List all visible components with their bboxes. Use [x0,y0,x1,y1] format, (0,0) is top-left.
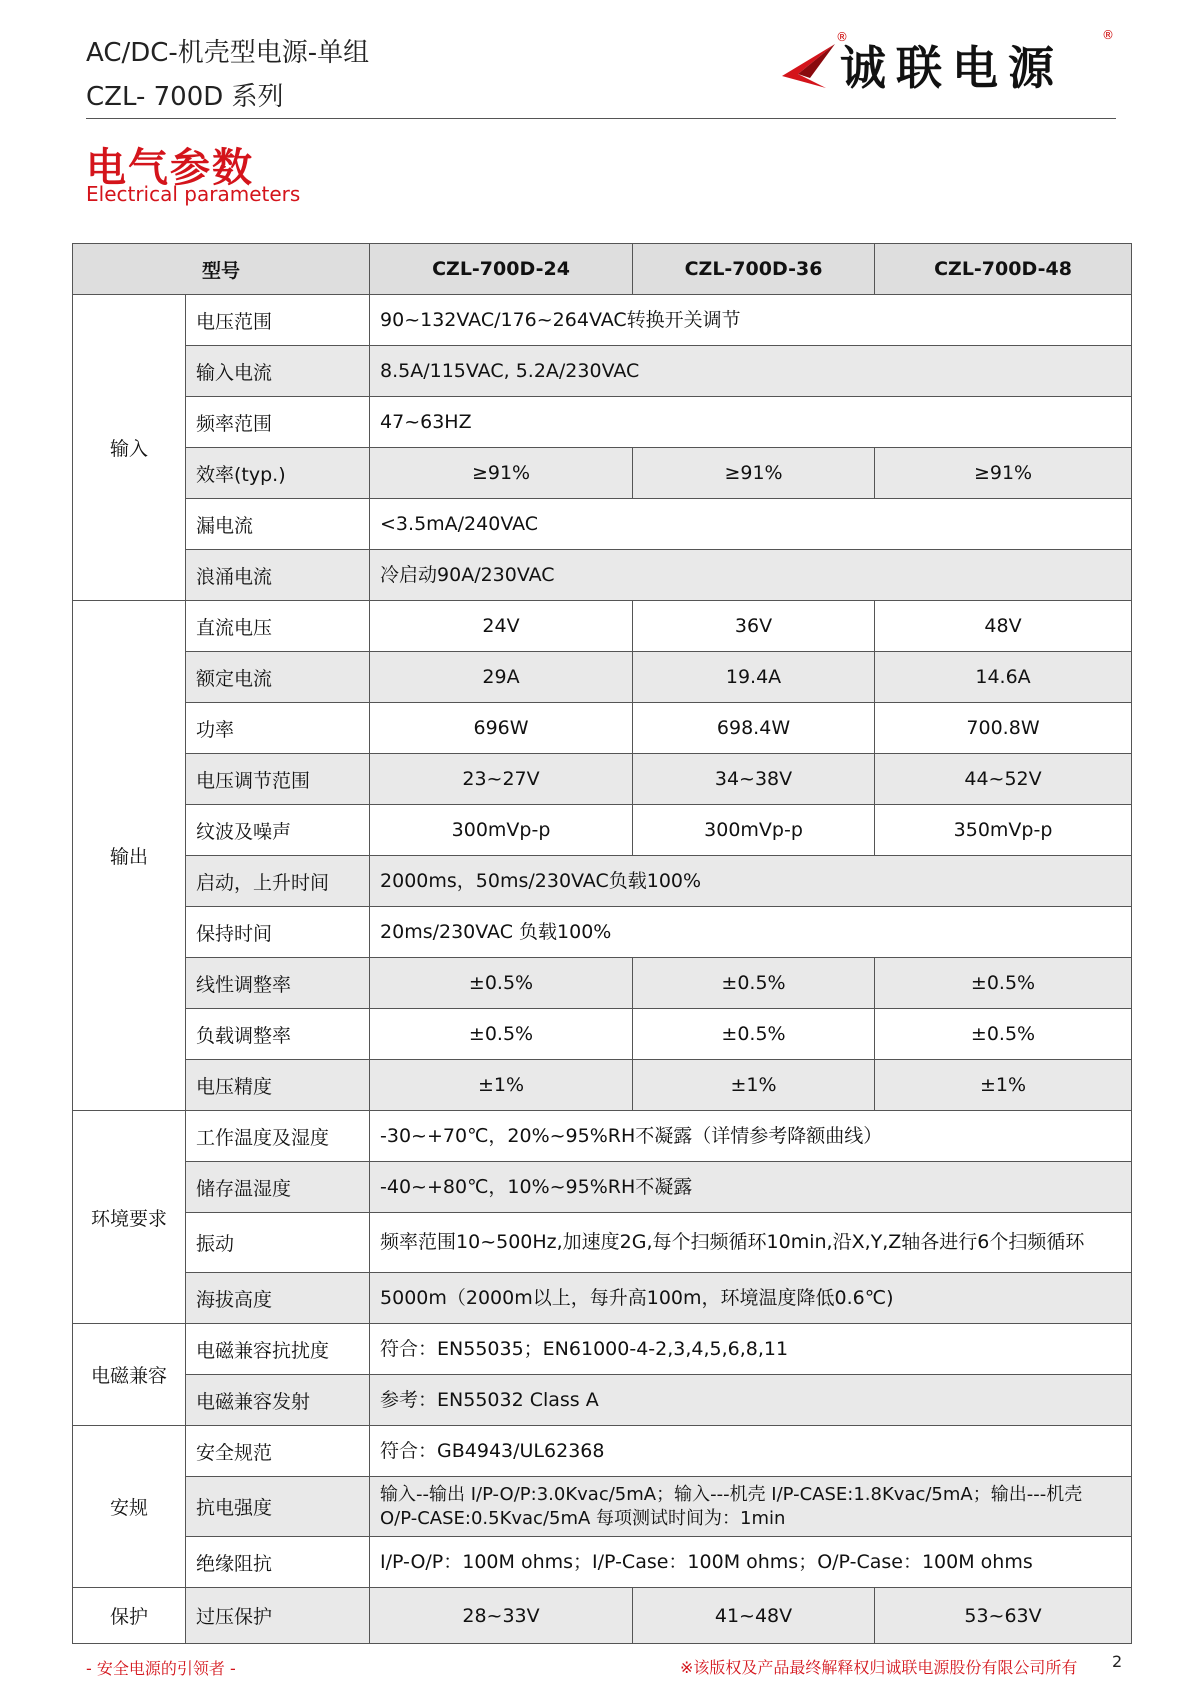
model-col-48: CZL-700D-48 [875,244,1132,295]
param-value: -30~+70℃，20%~95%RH不凝露（详情参考降额曲线） [370,1111,1132,1162]
table-row [73,1162,1132,1213]
param-value: 频率范围10~500Hz,加速度2G,每个扫频循环10min,沿X,Y,Z轴各进行6个扫频循环 [370,1213,1132,1273]
param-label: 保持时间 [186,907,370,958]
table-row [73,907,1132,958]
group-safety: 安规 [73,1426,186,1588]
param-label: 额定电流 [186,652,370,703]
param-value-36: 34~38V [633,754,875,805]
company-logo [780,28,1120,100]
param-label: 输入电流 [186,346,370,397]
model-header: 型号 [73,244,370,295]
param-label: 启动，上升时间 [186,856,370,907]
table-row [73,601,1132,652]
param-label: 电磁兼容抗扰度 [186,1324,370,1375]
param-value: 20ms/230VAC 负载100% [370,907,1132,958]
table-row [73,550,1132,601]
table-row [73,397,1132,448]
param-label: 工作温度及湿度 [186,1111,370,1162]
param-label: 储存温湿度 [186,1162,370,1213]
param-value-36: 36V [633,601,875,652]
param-label: 频率范围 [186,397,370,448]
param-value-48: ≥91% [875,448,1132,499]
param-value-48: ±1% [875,1060,1132,1111]
param-label: 过压保护 [186,1588,370,1644]
table-row [73,346,1132,397]
param-label: 电压范围 [186,295,370,346]
param-value: 47~63HZ [370,397,1132,448]
section-subtitle: Electrical parameters [86,182,301,206]
table-row [73,1588,1132,1644]
param-value: 符合：EN55035；EN61000-4-2,3,4,5,6,8,11 [370,1324,1132,1375]
param-value-48: ±0.5% [875,1009,1132,1060]
param-label: 电压调节范围 [186,754,370,805]
param-value-36: 19.4A [633,652,875,703]
param-value: 冷启动90A/230VAC [370,550,1132,601]
param-label: 纹波及噪声 [186,805,370,856]
table-row [73,1273,1132,1324]
group-environment: 环境要求 [73,1111,186,1324]
param-value-24: ±1% [370,1060,633,1111]
param-value-24: 23~27V [370,754,633,805]
param-value-24: 696W [370,703,633,754]
header-divider [86,118,1116,119]
table-row [73,1426,1132,1477]
param-value-36: ±0.5% [633,958,875,1009]
param-value-48: 48V [875,601,1132,652]
param-value-24: 300mVp-p [370,805,633,856]
registered-mark: ® [1102,28,1114,42]
series-name: CZL- 700D 系列 [86,82,284,112]
table-row [73,1324,1132,1375]
param-label: 负载调整率 [186,1009,370,1060]
table-row [73,652,1132,703]
param-value: 8.5A/115VAC, 5.2A/230VAC [370,346,1132,397]
param-value: <3.5mA/240VAC [370,499,1132,550]
param-label: 线性调整率 [186,958,370,1009]
spec-table [72,243,1132,1644]
table-row [73,499,1132,550]
table-row [73,1009,1132,1060]
table-row [73,1477,1132,1537]
param-label: 绝缘阻抗 [186,1537,370,1588]
table-row [73,448,1132,499]
param-label: 直流电压 [186,601,370,652]
param-label: 效率(typ.) [186,448,370,499]
table-row [73,856,1132,907]
model-col-24: CZL-700D-24 [370,244,633,295]
param-label: 抗电强度 [186,1477,370,1537]
param-value-48: 14.6A [875,652,1132,703]
table-row [73,805,1132,856]
table-row [73,1111,1132,1162]
group-emc: 电磁兼容 [73,1324,186,1426]
param-value: -40~+80℃，10%~95%RH不凝露 [370,1162,1132,1213]
param-label: 功率 [186,703,370,754]
param-value: 2000ms，50ms/230VAC负载100% [370,856,1132,907]
section-title: 电气参数 [86,145,254,191]
param-value-48: 53~63V [875,1588,1132,1644]
registered-mark: ® [836,30,848,44]
footer-copyright: ※该版权及产品最终解释权归诚联电源股份有限公司所有 [680,1658,1078,1677]
param-label: 海拔高度 [186,1273,370,1324]
param-value: 输入--输出 I/P-O/P:3.0Kvac/5mA；输入---机壳 I/P-CASE:1.8Kvac/5mA；输出---机壳 O/P-CASE:0.5Kvac/5mA 每项测试时间为：1min [370,1477,1132,1537]
group-output: 输出 [73,601,186,1111]
param-value-48: ±0.5% [875,958,1132,1009]
table-row [73,1213,1132,1273]
param-label: 电磁兼容发射 [186,1375,370,1426]
param-label: 安全规范 [186,1426,370,1477]
table-row [73,1375,1132,1426]
param-value-36: ±1% [633,1060,875,1111]
param-value: I/P-O/P：100M ohms；I/P-Case：100M ohms；O/P-Case：100M ohms [370,1537,1132,1588]
param-value-36: 300mVp-p [633,805,875,856]
param-value-24: 29A [370,652,633,703]
param-value-36: 41~48V [633,1588,875,1644]
param-value-48: 700.8W [875,703,1132,754]
group-input: 输入 [73,295,186,601]
table-row [73,703,1132,754]
param-value-48: 44~52V [875,754,1132,805]
group-protection: 保护 [73,1588,186,1644]
page-number: 2 [1112,1652,1123,1671]
param-value-24: 24V [370,601,633,652]
param-label: 电压精度 [186,1060,370,1111]
param-value-24: ±0.5% [370,958,633,1009]
param-value-36: 698.4W [633,703,875,754]
table-row [73,295,1132,346]
param-value-24: ≥91% [370,448,633,499]
param-value-24: 28~33V [370,1588,633,1644]
param-label: 振动 [186,1213,370,1273]
param-value: 90~132VAC/176~264VAC转换开关调节 [370,295,1132,346]
logo-text: 诚联电源 [840,41,1064,95]
param-value-24: ±0.5% [370,1009,633,1060]
param-value-36: ±0.5% [633,1009,875,1060]
table-row [73,958,1132,1009]
footer-slogan: - 安全电源的引领者 - [86,1659,236,1678]
table-row [73,1060,1132,1111]
document-category: AC/DC-机壳型电源-单组 [86,38,370,68]
param-value: 参考：EN55032 Class A [370,1375,1132,1426]
param-value: 符合：GB4943/UL62368 [370,1426,1132,1477]
table-row [73,1537,1132,1588]
param-value-36: ≥91% [633,448,875,499]
param-value-48: 350mVp-p [875,805,1132,856]
table-row [73,754,1132,805]
table-header-row [73,244,1132,295]
model-col-36: CZL-700D-36 [633,244,875,295]
param-label: 浪涌电流 [186,550,370,601]
param-label: 漏电流 [186,499,370,550]
param-value: 5000m（2000m以上，每升高100m，环境温度降低0.6℃) [370,1273,1132,1324]
